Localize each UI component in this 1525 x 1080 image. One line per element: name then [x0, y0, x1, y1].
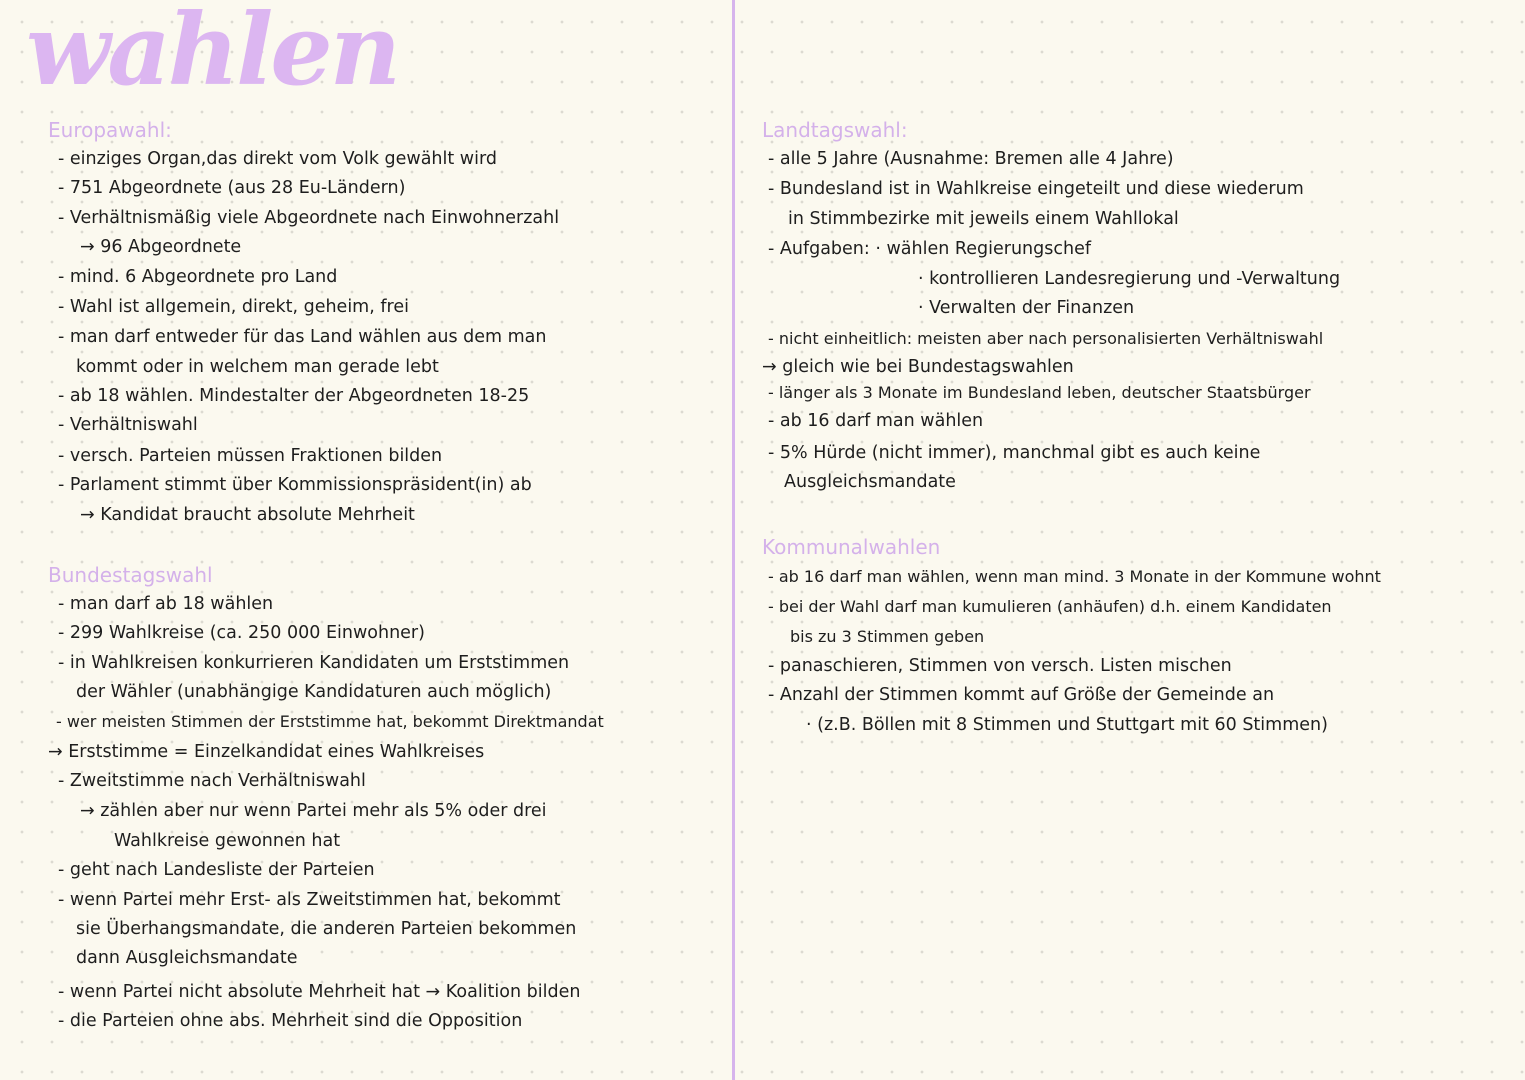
- section-heading-landtagswahl: Landtagswahl:: [762, 118, 908, 142]
- note-line: kommt oder in welchem man gerade lebt: [76, 357, 439, 377]
- note-line: bis zu 3 Stimmen geben: [790, 627, 985, 646]
- note-line: - versch. Parteien müssen Fraktionen bilden: [58, 446, 443, 466]
- note-line: → zählen aber nur wenn Partei mehr als 5% oder drei: [80, 801, 547, 821]
- note-line: Wahlkreise gewonnen hat: [114, 831, 341, 851]
- note-line: - Verhältnismäßig viele Abgeordnete nach Einwohnerzahl: [58, 208, 560, 228]
- note-line: → Kandidat braucht absolute Mehrheit: [80, 505, 415, 525]
- note-line: - geht nach Landesliste der Parteien: [58, 860, 375, 880]
- note-line: - einziges Organ,das direkt vom Volk gewählt wird: [58, 149, 497, 169]
- note-line: - 299 Wahlkreise (ca. 250 000 Einwohner): [58, 623, 425, 643]
- note-line: - die Parteien ohne abs. Mehrheit sind die Opposition: [58, 1011, 523, 1031]
- section-kommunalwahlen: [762, 532, 1512, 752]
- section-heading-kommunalwahlen: Kommunalwahlen: [762, 535, 941, 559]
- note-line: → 96 Abgeordnete: [80, 237, 242, 257]
- note-line: - wenn Partei nicht absolute Mehrheit hat → Koalition bilden: [58, 982, 581, 1002]
- note-line: - man darf entweder für das Land wählen aus dem man: [58, 327, 547, 347]
- page-title: wahlen: [26, 0, 398, 108]
- note-line: - nicht einheitlich: meisten aber nach personalisierten Verhältniswahl: [768, 329, 1324, 348]
- section-heading-bundestagswahl: Bundestagswahl: [48, 563, 213, 587]
- note-line: - ab 16 darf man wählen, wenn man mind. 3 Monate in der Kommune wohnt: [768, 567, 1381, 586]
- note-line: · kontrollieren Landesregierung und -Verwaltung: [918, 269, 1341, 289]
- note-line: - alle 5 Jahre (Ausnahme: Bremen alle 4 Jahre): [768, 149, 1174, 169]
- note-line: dann Ausgleichsmandate: [76, 948, 298, 968]
- note-line: - Wahl ist allgemein, direkt, geheim, frei: [58, 297, 409, 317]
- note-line: · (z.B. Böllen mit 8 Stimmen und Stuttgart mit 60 Stimmen): [806, 715, 1328, 735]
- note-line: - länger als 3 Monate im Bundesland leben, deutscher Staatsbürger: [768, 383, 1311, 402]
- note-line: - Parlament stimmt über Kommissionspräsident(in) ab: [58, 475, 532, 495]
- note-line: - Verhältniswahl: [58, 415, 198, 435]
- note-line: - wenn Partei mehr Erst- als Zweitstimmen hat, bekommt: [58, 890, 561, 910]
- note-line: - bei der Wahl darf man kumulieren (anhäufen) d.h. einem Kandidaten: [768, 597, 1332, 616]
- note-line: - man darf ab 18 wählen: [58, 594, 274, 614]
- note-line: sie Überhangsmandate, die anderen Parteien bekommen: [76, 919, 577, 939]
- page-divider: [732, 0, 735, 1080]
- note-line: · Verwalten der Finanzen: [918, 298, 1135, 318]
- note-line: Ausgleichsmandate: [784, 472, 956, 492]
- note-line: - ab 16 darf man wählen: [768, 411, 984, 431]
- note-line: - 5% Hürde (nicht immer), manchmal gibt es auch keine: [768, 443, 1261, 463]
- note-line: - ab 18 wählen. Mindestalter der Abgeordneten 18-25: [58, 386, 530, 406]
- note-line: → gleich wie bei Bundestagswahlen: [762, 357, 1074, 377]
- note-line: - panaschieren, Stimmen von versch. Listen mischen: [768, 656, 1232, 676]
- note-line: - mind. 6 Abgeordnete pro Land: [58, 267, 338, 287]
- section-landtagswahl: [762, 115, 1512, 505]
- note-line: in Stimmbezirke mit jeweils einem Wahllokal: [788, 209, 1179, 229]
- section-europawahl: [48, 115, 728, 535]
- note-line: - 751 Abgeordnete (aus 28 Eu-Ländern): [58, 178, 406, 198]
- note-line: - wer meisten Stimmen der Erststimme hat, bekommt Direktmandat: [56, 712, 604, 731]
- note-line: - Anzahl der Stimmen kommt auf Größe der Gemeinde an: [768, 685, 1275, 705]
- note-line: - Aufgaben: · wählen Regierungschef: [768, 239, 1092, 259]
- section-heading-europawahl: Europawahl:: [48, 118, 172, 142]
- note-line: der Wähler (unabhängige Kandidaturen auch möglich): [76, 682, 552, 702]
- section-bundestagswahl: [48, 560, 728, 1060]
- note-line: - Bundesland ist in Wahlkreise eingeteilt und diese wiederum: [768, 179, 1304, 199]
- note-line: → Erststimme = Einzelkandidat eines Wahlkreises: [48, 742, 485, 762]
- note-line: - in Wahlkreisen konkurrieren Kandidaten um Erststimmen: [58, 653, 570, 673]
- note-line: - Zweitstimme nach Verhältniswahl: [58, 771, 366, 791]
